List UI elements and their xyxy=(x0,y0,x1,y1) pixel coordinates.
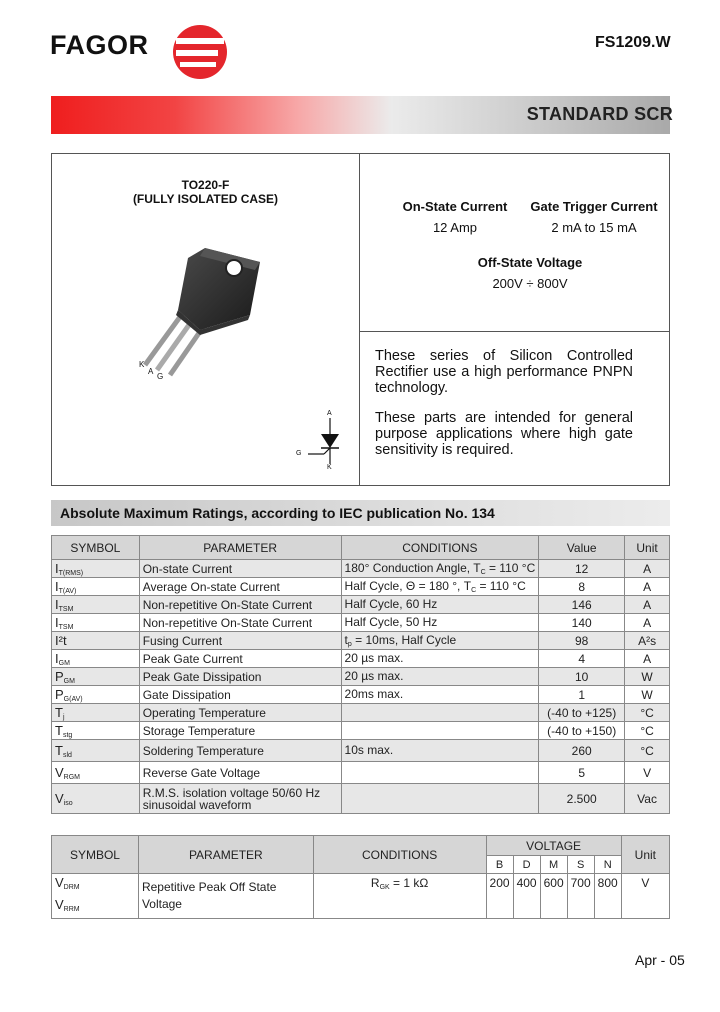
column-header: Unit xyxy=(625,536,670,560)
ratings-table xyxy=(51,535,670,814)
unit-cell: V xyxy=(621,874,669,919)
table-row xyxy=(52,686,670,704)
column-header: VOLTAGE xyxy=(486,836,621,856)
parameter-cell: Soldering Temperature xyxy=(139,740,341,762)
value-cell: 10 xyxy=(539,668,625,686)
unit-cell: Vac xyxy=(625,784,670,814)
voltage-grade: D xyxy=(513,856,540,874)
symbol-cell: $T_{stg}$ xyxy=(52,722,140,740)
symbol-cell: $T_{sld}$ xyxy=(52,740,140,762)
symbol-cell: I²t xyxy=(52,632,140,650)
value-cell: 146 xyxy=(539,596,625,614)
ratings-title: Absolute Maximum Ratings, according to IEC publication No. 134 xyxy=(60,505,495,521)
symbol-cell: $V_{DRM}$ $V_{RRM}$ xyxy=(52,874,139,919)
column-header: SYMBOL xyxy=(52,836,139,874)
description-paragraph: These parts are intended for general purpose applications where high gate sensitivity is required. xyxy=(375,410,633,458)
conditions-cell: $t_p = 10ms$, Half Cycle xyxy=(341,632,539,650)
unit-cell: A xyxy=(625,596,670,614)
voltage-value: 400 xyxy=(513,874,540,919)
table-row xyxy=(52,596,670,614)
brand-logo-icon xyxy=(170,22,230,82)
parameter-cell: Repetitive Peak Off State Voltage xyxy=(138,874,313,919)
conditions-cell xyxy=(341,704,539,722)
description-paragraph: These series of Silicon Controlled Rectifier use a high performance PNPN technology. xyxy=(375,348,633,396)
unit-cell: A xyxy=(625,578,670,596)
conditions-cell: Half Cycle, 60 Hz xyxy=(341,596,539,614)
unit-cell: A xyxy=(625,650,670,668)
value-cell: (-40 to +150) xyxy=(539,722,625,740)
pin-label: G xyxy=(157,372,164,381)
unit-cell: °C xyxy=(625,722,670,740)
unit-cell: V xyxy=(625,762,670,784)
parameter-cell: Peak Gate Current xyxy=(139,650,341,668)
anode-label: A xyxy=(327,410,332,417)
unit-cell: W xyxy=(625,668,670,686)
value-cell: 8 xyxy=(539,578,625,596)
symbol-cell: $I_{GM}$ xyxy=(52,650,140,668)
conditions-cell: 10s max. xyxy=(341,740,539,762)
parameter-cell: Peak Gate Dissipation xyxy=(139,668,341,686)
conditions-cell xyxy=(341,784,539,814)
value-cell: (-40 to +125) xyxy=(539,704,625,722)
unit-cell: A xyxy=(625,614,670,632)
parameter-cell: Non-repetitive On-State Current xyxy=(139,596,341,614)
voltage-value: 800 xyxy=(594,874,621,919)
to220f-package-image xyxy=(130,240,280,380)
symbol-cell: $P_{G(AV)}$ xyxy=(52,686,140,704)
unit-cell: W xyxy=(625,686,670,704)
parameter-cell: Non-repetitive On-State Current xyxy=(139,614,341,632)
gate-trigger-value: 2 mA to 15 mA xyxy=(551,220,637,235)
package-name: TO220-F xyxy=(181,178,230,192)
symbol-cell: $I_{TSM}$ xyxy=(52,596,140,614)
part-number: FS1209.W xyxy=(595,34,671,51)
parameter-cell: Fusing Current xyxy=(139,632,341,650)
pin-label: A xyxy=(148,367,154,376)
unit-cell: °C xyxy=(625,704,670,722)
symbol-cell: $I_{T(AV)}$ xyxy=(52,578,140,596)
brand-logo-text: FAGOR xyxy=(50,30,149,60)
divider xyxy=(359,153,360,486)
voltage-grade: N xyxy=(594,856,621,874)
parameter-cell: On-state Current xyxy=(139,560,341,578)
symbol-cell: $P_{GM}$ xyxy=(52,668,140,686)
scr-symbol-icon xyxy=(300,410,350,475)
symbol-cell: $I_{TSM}$ xyxy=(52,614,140,632)
unit-cell: A²s xyxy=(625,632,670,650)
pin-label: K xyxy=(139,360,145,369)
value-cell: 140 xyxy=(539,614,625,632)
off-state-label: Off-State Voltage xyxy=(477,255,583,270)
parameter-cell: Gate Dissipation xyxy=(139,686,341,704)
voltage-value: 200 xyxy=(486,874,513,919)
symbol-cell: $V_{iso}$ xyxy=(52,784,140,814)
value-cell: 2.500 xyxy=(539,784,625,814)
column-header: CONDITIONS xyxy=(341,536,539,560)
conditions-cell: 20 µs max. xyxy=(341,650,539,668)
voltage-grade: M xyxy=(540,856,567,874)
table-row xyxy=(52,578,670,596)
conditions-cell: Half Cycle, Θ = 180 °, $T_C = 110$ °C xyxy=(341,578,539,596)
value-cell: 260 xyxy=(539,740,625,762)
conditions-cell: Half Cycle, 50 Hz xyxy=(341,614,539,632)
column-header: PARAMETER xyxy=(138,836,313,874)
column-header: Unit xyxy=(621,836,669,874)
voltage-value: 600 xyxy=(540,874,567,919)
symbol-cell: $T_j$ xyxy=(52,704,140,722)
parameter-cell: Reverse Gate Voltage xyxy=(139,762,341,784)
table-row xyxy=(52,784,670,814)
symbol-cell: $V_{RGM}$ xyxy=(52,762,140,784)
table-row xyxy=(52,560,670,578)
table-row xyxy=(52,722,670,740)
conditions-cell: 20ms max. xyxy=(341,686,539,704)
value-cell: 12 xyxy=(539,560,625,578)
conditions-cell xyxy=(341,762,539,784)
on-state-value: 12 Amp xyxy=(432,220,478,235)
voltage-value: 700 xyxy=(567,874,594,919)
column-header: CONDITIONS xyxy=(313,836,486,874)
table-row xyxy=(52,762,670,784)
voltage-grade: B xyxy=(486,856,513,874)
table-row xyxy=(52,632,670,650)
on-state-label: On-State Current xyxy=(402,199,508,214)
banner-title: STANDARD SCR xyxy=(526,104,673,124)
value-cell: 1 xyxy=(539,686,625,704)
value-cell: 98 xyxy=(539,632,625,650)
off-state-value: 200V ÷ 800V xyxy=(492,276,568,291)
gate-trigger-label: Gate Trigger Current xyxy=(530,199,658,214)
conditions-cell xyxy=(341,722,539,740)
table-row xyxy=(52,740,670,762)
parameter-cell: Operating Temperature xyxy=(139,704,341,722)
value-cell: 4 xyxy=(539,650,625,668)
column-header: PARAMETER xyxy=(139,536,341,560)
conditions-cell: $R_{GK} = 1$ kΩ xyxy=(313,874,486,919)
column-header: SYMBOL xyxy=(52,536,140,560)
conditions-cell: 20 µs max. xyxy=(341,668,539,686)
value-cell: 5 xyxy=(539,762,625,784)
voltage-table xyxy=(51,835,670,919)
divider xyxy=(359,331,670,332)
parameter-cell: Average On-state Current xyxy=(139,578,341,596)
table-row xyxy=(52,650,670,668)
unit-cell: A xyxy=(625,560,670,578)
symbol-cell: $I_{T(RMS)}$ xyxy=(52,560,140,578)
table-row xyxy=(52,614,670,632)
conditions-cell: 180° Conduction Angle, $T_C = 110$ °C xyxy=(341,560,539,578)
unit-cell: °C xyxy=(625,740,670,762)
footer-date: Apr - 05 xyxy=(635,952,685,968)
table-row xyxy=(52,704,670,722)
package-subtitle: (FULLY ISOLATED CASE) xyxy=(132,192,279,206)
parameter-cell: Storage Temperature xyxy=(139,722,341,740)
cathode-label: K xyxy=(327,464,332,471)
column-header: Value xyxy=(539,536,625,560)
parameter-cell: R.M.S. isolation voltage 50/60 Hz sinusoidal waveform xyxy=(139,784,341,814)
gate-label: G xyxy=(296,450,302,457)
voltage-grade: S xyxy=(567,856,594,874)
table-row xyxy=(52,668,670,686)
